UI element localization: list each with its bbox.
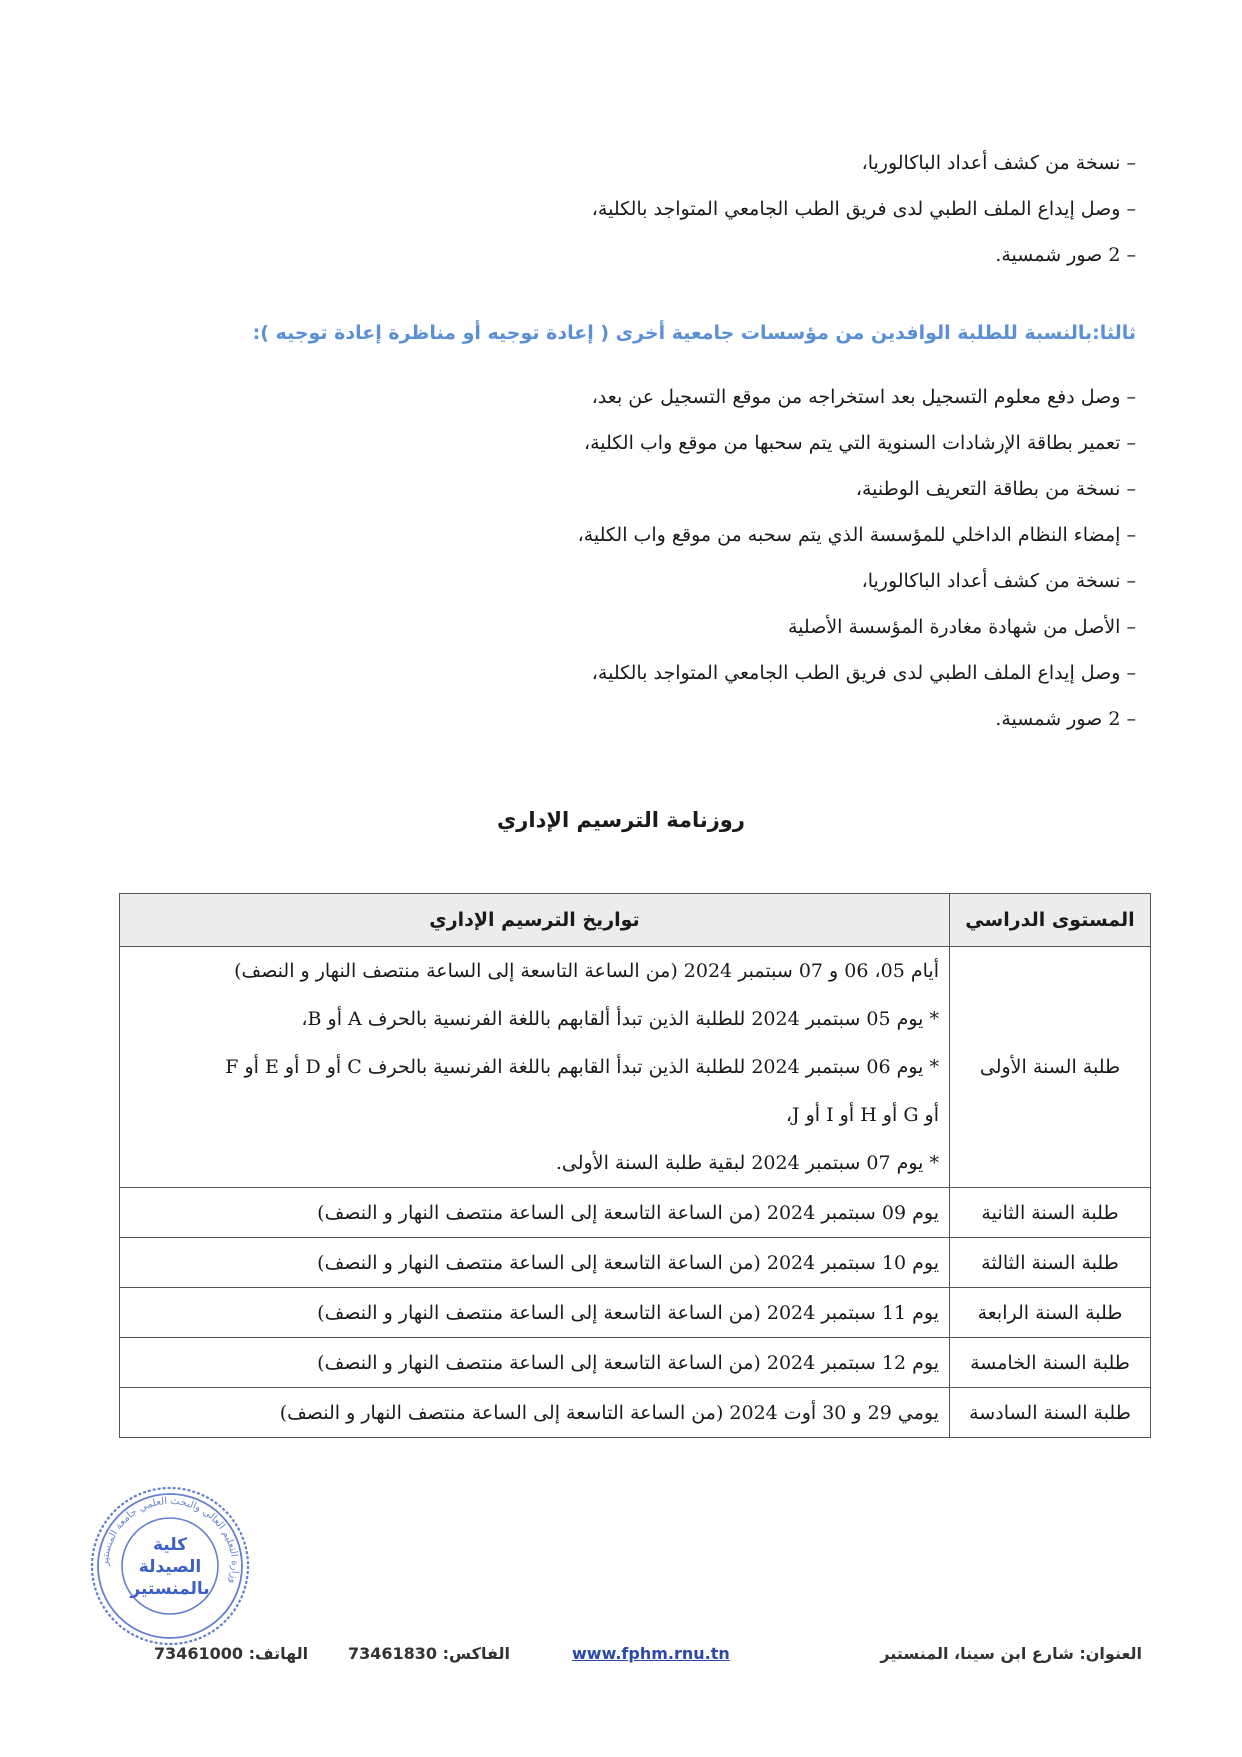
- dates-cell: يوم 09 سبتمبر 2024 (من الساعة التاسعة إلى الساعة منتصف النهار و النصف): [120, 1188, 950, 1238]
- requirements-list-continued: [592, 140, 1136, 278]
- level-cell: طلبة السنة الرابعة: [950, 1288, 1151, 1338]
- stamp-line: كلية: [152, 1535, 188, 1555]
- table-row: [120, 947, 1151, 1188]
- list-item: – الأصل من شهادة مغادرة المؤسسة الأصلية: [787, 616, 1136, 638]
- stamp-line: الصيدلة: [138, 1557, 202, 1577]
- footer-address: العنوان: شارع ابن سينا، المنستير: [880, 1644, 1142, 1663]
- list-item: – 2 صور شمسية.: [995, 244, 1136, 266]
- list-item: – تعمير بطاقة الإرشادات السنوية التي يتم سحبها من موقع واب الكلية،: [583, 432, 1136, 454]
- dates-cell: يوم 12 سبتمبر 2024 (من الساعة التاسعة إلى الساعة منتصف النهار و النصف): [120, 1338, 950, 1388]
- table-row: [120, 1238, 1151, 1288]
- section-heading-transfer-students: ثالثا:بالنسبة للطلبة الوافدين من مؤسسات جامعية أخرى ( إعادة توجيه أو مناظرة إعادة توجيه ):: [252, 322, 1136, 344]
- list-item: – إمضاء النظام الداخلي للمؤسسة الذي يتم سحبه من موقع واب الكلية،: [577, 524, 1136, 546]
- table-row: [120, 1288, 1151, 1338]
- dates-cell: يومي 29 و 30 أوت 2024 (من الساعة التاسعة إلى الساعة منتصف النهار و النصف): [120, 1388, 950, 1438]
- table-header-row: [120, 894, 1151, 947]
- schedule-title: روزنامة الترسيم الإداري: [497, 808, 745, 832]
- stamp-ring-text: وزارة التعليم العالي والبحث العلمي جامعة المنستير: [99, 1495, 241, 1585]
- list-item: – نسخة من كشف أعداد الباكالوريا،: [861, 152, 1136, 174]
- stamp-line: بالمنستير: [130, 1579, 210, 1599]
- dates-cell: يوم 10 سبتمبر 2024 (من الساعة التاسعة إلى الساعة منتصف النهار و النصف): [120, 1238, 950, 1288]
- list-item: – وصل إيداع الملف الطبي لدى فريق الطب الجامعي المتواجد بالكلية،: [591, 662, 1136, 684]
- registration-schedule-table: [119, 893, 1151, 1438]
- dates-cell: [120, 947, 950, 1188]
- column-header-level: المستوى الدراسي: [950, 894, 1151, 947]
- dates-line: أو G أو H أو I أو J،: [785, 1104, 939, 1126]
- level-cell: طلبة السنة الأولى: [950, 947, 1151, 1188]
- level-cell: طلبة السنة الثانية: [950, 1188, 1151, 1238]
- footer-website-link[interactable]: www.fphm.rnu.tn: [572, 1644, 730, 1663]
- level-cell: طلبة السنة الخامسة: [950, 1338, 1151, 1388]
- faculty-stamp: [88, 1484, 252, 1648]
- dates-line: * يوم 06 سبتمبر 2024 للطلبة الذين تبدأ القابهم باللغة الفرنسية بالحرف C أو D أو E أو F: [225, 1056, 939, 1078]
- list-item: – وصل دفع معلوم التسجيل بعد استخراجه من موقع التسجيل عن بعد،: [591, 386, 1136, 408]
- dates-cell: يوم 11 سبتمبر 2024 (من الساعة التاسعة إلى الساعة منتصف النهار و النصف): [120, 1288, 950, 1338]
- list-item: – 2 صور شمسية.: [995, 708, 1136, 730]
- dates-line: * يوم 05 سبتمبر 2024 للطلبة الذين تبدأ ألقابهم باللغة الفرنسية بالحرف A أو B،: [301, 1008, 939, 1030]
- list-item: – وصل إيداع الملف الطبي لدى فريق الطب الجامعي المتواجد بالكلية،: [591, 198, 1136, 220]
- list-item: – نسخة من كشف أعداد الباكالوريا،: [861, 570, 1136, 592]
- level-cell: طلبة السنة الثالثة: [950, 1238, 1151, 1288]
- dates-line: أيام 05، 06 و 07 سبتمبر 2024 (من الساعة التاسعة إلى الساعة منتصف النهار و النصف): [234, 960, 939, 982]
- table-row: [120, 1338, 1151, 1388]
- dates-line: * يوم 07 سبتمبر 2024 لبقية طلبة السنة الأولى.: [555, 1152, 939, 1174]
- column-header-dates: تواريخ الترسيم الإداري: [120, 894, 950, 947]
- table-row: [120, 1188, 1151, 1238]
- footer-phone: الهاتف: 73461000: [154, 1644, 309, 1663]
- level-cell: طلبة السنة السادسة: [950, 1388, 1151, 1438]
- requirements-list-transfer: [578, 374, 1136, 742]
- footer-fax: الفاكس: 73461830: [348, 1644, 510, 1663]
- list-item: – نسخة من بطاقة التعريف الوطنية،: [855, 478, 1136, 500]
- table-row: [120, 1388, 1151, 1438]
